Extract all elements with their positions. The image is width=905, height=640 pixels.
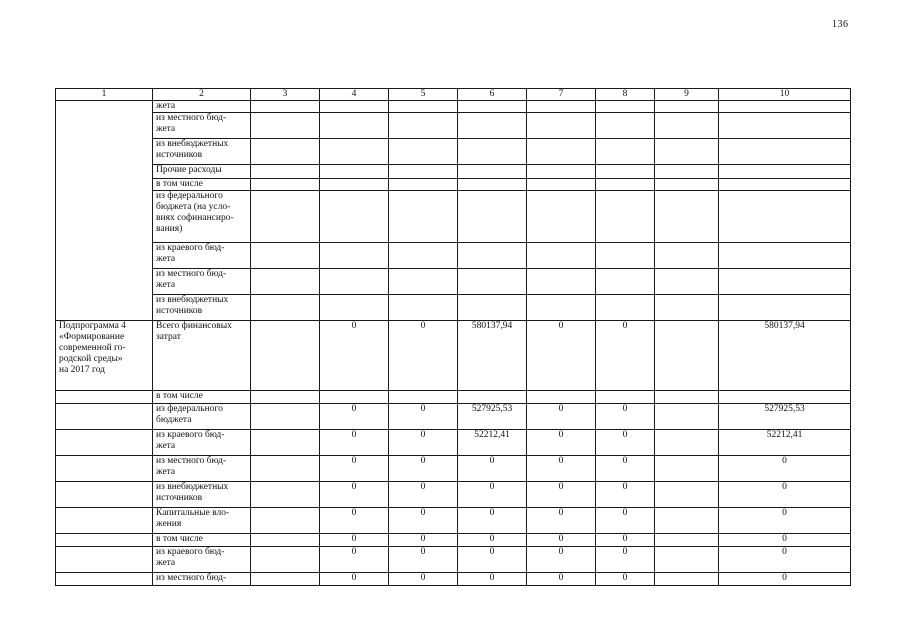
row-label-cell: из внебюджетных источников [153, 482, 251, 508]
value-cell-col-9 [655, 101, 719, 113]
value-cell-col-7: 0 [527, 573, 596, 586]
value-cell-col-9 [655, 165, 719, 179]
value-cell-col-5: 0 [389, 534, 458, 547]
column-header-8: 8 [596, 89, 655, 101]
value-cell-col-10: 527925,53 [719, 404, 851, 430]
value-cell-col-4: 0 [320, 321, 389, 391]
value-cell-col-8: 0 [596, 321, 655, 391]
value-cell-col-5: 0 [389, 547, 458, 573]
value-cell-col-10: 0 [719, 508, 851, 534]
table-row [56, 547, 851, 573]
value-cell-col-9 [655, 321, 719, 391]
value-cell-col-5 [389, 243, 458, 269]
value-cell-col-5: 0 [389, 482, 458, 508]
value-cell-col-4 [320, 191, 389, 243]
table-row [56, 191, 851, 243]
value-cell-col-9 [655, 430, 719, 456]
table-row [56, 456, 851, 482]
value-cell-col-3 [251, 191, 320, 243]
row-section-cell [56, 391, 153, 404]
value-cell-col-5: 0 [389, 573, 458, 586]
value-cell-col-4 [320, 101, 389, 113]
value-cell-col-9 [655, 139, 719, 165]
value-cell-col-3 [251, 456, 320, 482]
value-cell-col-7 [527, 139, 596, 165]
value-cell-col-9 [655, 179, 719, 191]
row-label-cell: жета [153, 101, 251, 113]
value-cell-col-4: 0 [320, 534, 389, 547]
value-cell-col-9 [655, 456, 719, 482]
table-row [56, 101, 851, 113]
value-cell-col-6 [458, 243, 527, 269]
value-cell-col-3 [251, 179, 320, 191]
value-cell-col-9 [655, 243, 719, 269]
column-header-10: 10 [719, 89, 851, 101]
value-cell-col-8 [596, 391, 655, 404]
value-cell-col-4: 0 [320, 573, 389, 586]
value-cell-col-4 [320, 295, 389, 321]
value-cell-col-7 [527, 269, 596, 295]
value-cell-col-3 [251, 534, 320, 547]
table-row [56, 113, 851, 139]
value-cell-col-6: 0 [458, 547, 527, 573]
table-row [56, 573, 851, 586]
value-cell-col-8 [596, 269, 655, 295]
row-label-cell: из краевого бюд- жета [153, 547, 251, 573]
value-cell-col-6: 0 [458, 456, 527, 482]
row-label-cell: в том числе [153, 179, 251, 191]
table-row [56, 165, 851, 179]
table-body [56, 101, 851, 586]
value-cell-col-4: 0 [320, 456, 389, 482]
value-cell-col-5 [389, 295, 458, 321]
value-cell-col-10: 0 [719, 456, 851, 482]
value-cell-col-6 [458, 113, 527, 139]
row-label-cell: из местного бюд- жета [153, 113, 251, 139]
value-cell-col-4 [320, 165, 389, 179]
row-section-cell [56, 101, 153, 321]
value-cell-col-9 [655, 391, 719, 404]
header-row [56, 89, 851, 101]
row-label-cell: из федерального бюджета [153, 404, 251, 430]
column-header-5: 5 [389, 89, 458, 101]
value-cell-col-3 [251, 547, 320, 573]
value-cell-col-8: 0 [596, 508, 655, 534]
value-cell-col-10 [719, 139, 851, 165]
value-cell-col-8: 0 [596, 482, 655, 508]
value-cell-col-4 [320, 243, 389, 269]
table-row [56, 269, 851, 295]
value-cell-col-4: 0 [320, 430, 389, 456]
value-cell-col-5 [389, 391, 458, 404]
value-cell-col-8: 0 [596, 430, 655, 456]
value-cell-col-5 [389, 113, 458, 139]
value-cell-col-10 [719, 269, 851, 295]
value-cell-col-3 [251, 269, 320, 295]
value-cell-col-10: 580137,94 [719, 321, 851, 391]
value-cell-col-9 [655, 534, 719, 547]
value-cell-col-5 [389, 139, 458, 165]
row-section-cell: Подпрограмма 4 «Формирование современной го- родской среды» на 2017 год [56, 321, 153, 391]
row-label-cell: из федерального бюджета (на усло- виях софинансиро- вания) [153, 191, 251, 243]
table-row [56, 404, 851, 430]
row-section-cell [56, 573, 153, 586]
value-cell-col-7: 0 [527, 508, 596, 534]
value-cell-col-6 [458, 139, 527, 165]
value-cell-col-4 [320, 391, 389, 404]
value-cell-col-5: 0 [389, 430, 458, 456]
value-cell-col-5: 0 [389, 321, 458, 391]
value-cell-col-8 [596, 295, 655, 321]
value-cell-col-7: 0 [527, 430, 596, 456]
value-cell-col-4 [320, 179, 389, 191]
value-cell-col-9 [655, 295, 719, 321]
row-label-cell: из внебюджетных источников [153, 139, 251, 165]
column-header-4: 4 [320, 89, 389, 101]
value-cell-col-9 [655, 113, 719, 139]
value-cell-col-5: 0 [389, 508, 458, 534]
value-cell-col-10: 52212,41 [719, 430, 851, 456]
value-cell-col-6: 580137,94 [458, 321, 527, 391]
value-cell-col-10: 0 [719, 573, 851, 586]
row-label-cell: Капитальные вло- жения [153, 508, 251, 534]
value-cell-col-9 [655, 547, 719, 573]
value-cell-col-6 [458, 191, 527, 243]
value-cell-col-8: 0 [596, 456, 655, 482]
table-row [56, 391, 851, 404]
row-label-cell: в том числе [153, 534, 251, 547]
value-cell-col-10 [719, 391, 851, 404]
value-cell-col-7 [527, 243, 596, 269]
table-row [56, 508, 851, 534]
table-row [56, 482, 851, 508]
row-section-cell [56, 508, 153, 534]
value-cell-col-3 [251, 295, 320, 321]
value-cell-col-10 [719, 101, 851, 113]
row-section-cell [56, 456, 153, 482]
value-cell-col-7 [527, 165, 596, 179]
value-cell-col-10: 0 [719, 482, 851, 508]
row-label-cell: из краевого бюд- жета [153, 243, 251, 269]
value-cell-col-7 [527, 295, 596, 321]
value-cell-col-6: 0 [458, 534, 527, 547]
value-cell-col-5 [389, 179, 458, 191]
value-cell-col-3 [251, 482, 320, 508]
row-section-cell [56, 430, 153, 456]
value-cell-col-6: 527925,53 [458, 404, 527, 430]
table-row [56, 430, 851, 456]
value-cell-col-5 [389, 101, 458, 113]
value-cell-col-6: 0 [458, 482, 527, 508]
row-label-cell: Прочие расходы [153, 165, 251, 179]
value-cell-col-9 [655, 482, 719, 508]
value-cell-col-8 [596, 139, 655, 165]
value-cell-col-4: 0 [320, 547, 389, 573]
value-cell-col-10 [719, 243, 851, 269]
value-cell-col-7 [527, 391, 596, 404]
value-cell-col-10: 0 [719, 547, 851, 573]
value-cell-col-10: 0 [719, 534, 851, 547]
row-label-cell: в том числе [153, 391, 251, 404]
value-cell-col-8 [596, 191, 655, 243]
table-row [56, 179, 851, 191]
row-label-cell: Всего финансовых затрат [153, 321, 251, 391]
table-row [56, 295, 851, 321]
value-cell-col-8 [596, 113, 655, 139]
table-row [56, 139, 851, 165]
budget-table [55, 88, 851, 586]
value-cell-col-9 [655, 404, 719, 430]
column-header-2: 2 [153, 89, 251, 101]
value-cell-col-8: 0 [596, 547, 655, 573]
value-cell-col-10 [719, 179, 851, 191]
row-label-cell: из местного бюд- [153, 573, 251, 586]
value-cell-col-7: 0 [527, 547, 596, 573]
column-header-7: 7 [527, 89, 596, 101]
value-cell-col-3 [251, 321, 320, 391]
page-number: 136 [832, 19, 849, 30]
value-cell-col-6: 52212,41 [458, 430, 527, 456]
value-cell-col-5 [389, 165, 458, 179]
value-cell-col-3 [251, 101, 320, 113]
value-cell-col-4 [320, 269, 389, 295]
value-cell-col-3 [251, 391, 320, 404]
value-cell-col-7: 0 [527, 534, 596, 547]
value-cell-col-9 [655, 508, 719, 534]
value-cell-col-9 [655, 269, 719, 295]
value-cell-col-6 [458, 179, 527, 191]
value-cell-col-3 [251, 573, 320, 586]
table-row [56, 321, 851, 391]
value-cell-col-9 [655, 191, 719, 243]
value-cell-col-7 [527, 101, 596, 113]
value-cell-col-7 [527, 113, 596, 139]
row-label-cell: из местного бюд- жета [153, 269, 251, 295]
value-cell-col-3 [251, 139, 320, 165]
value-cell-col-9 [655, 573, 719, 586]
value-cell-col-3 [251, 430, 320, 456]
row-section-cell [56, 482, 153, 508]
value-cell-col-6: 0 [458, 573, 527, 586]
value-cell-col-4: 0 [320, 482, 389, 508]
value-cell-col-8 [596, 165, 655, 179]
value-cell-col-10 [719, 113, 851, 139]
row-section-cell [56, 404, 153, 430]
value-cell-col-3 [251, 113, 320, 139]
column-header-9: 9 [655, 89, 719, 101]
value-cell-col-6 [458, 391, 527, 404]
value-cell-col-7: 0 [527, 321, 596, 391]
value-cell-col-4: 0 [320, 404, 389, 430]
value-cell-col-10 [719, 295, 851, 321]
value-cell-col-6 [458, 269, 527, 295]
row-label-cell: из местного бюд- жета [153, 456, 251, 482]
row-section-cell [56, 534, 153, 547]
column-header-1: 1 [56, 89, 153, 101]
value-cell-col-5 [389, 269, 458, 295]
value-cell-col-7 [527, 191, 596, 243]
value-cell-col-4 [320, 113, 389, 139]
value-cell-col-6 [458, 295, 527, 321]
value-cell-col-6 [458, 165, 527, 179]
value-cell-col-8: 0 [596, 534, 655, 547]
value-cell-col-5 [389, 191, 458, 243]
table-row [56, 243, 851, 269]
value-cell-col-10 [719, 191, 851, 243]
value-cell-col-6 [458, 101, 527, 113]
value-cell-col-7: 0 [527, 482, 596, 508]
value-cell-col-6: 0 [458, 508, 527, 534]
column-header-6: 6 [458, 89, 527, 101]
value-cell-col-4 [320, 139, 389, 165]
value-cell-col-3 [251, 508, 320, 534]
value-cell-col-8 [596, 179, 655, 191]
value-cell-col-3 [251, 404, 320, 430]
value-cell-col-10 [719, 165, 851, 179]
value-cell-col-3 [251, 243, 320, 269]
row-label-cell: из внебюджетных источников [153, 295, 251, 321]
value-cell-col-8: 0 [596, 573, 655, 586]
value-cell-col-8: 0 [596, 404, 655, 430]
value-cell-col-5: 0 [389, 404, 458, 430]
column-header-3: 3 [251, 89, 320, 101]
value-cell-col-4: 0 [320, 508, 389, 534]
table-row [56, 534, 851, 547]
value-cell-col-7: 0 [527, 404, 596, 430]
row-label-cell: из краевого бюд- жета [153, 430, 251, 456]
value-cell-col-8 [596, 101, 655, 113]
row-section-cell [56, 547, 153, 573]
value-cell-col-8 [596, 243, 655, 269]
value-cell-col-7 [527, 179, 596, 191]
value-cell-col-7: 0 [527, 456, 596, 482]
value-cell-col-3 [251, 165, 320, 179]
value-cell-col-5: 0 [389, 456, 458, 482]
